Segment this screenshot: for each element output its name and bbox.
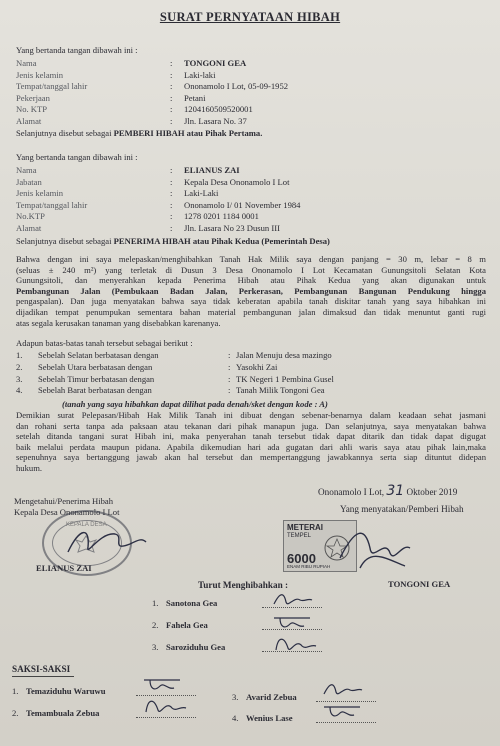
meterai-footer: ENAM RIBU RUPIAH <box>287 564 331 569</box>
turut-signature <box>270 590 320 612</box>
identity-value: TONGONI GEA <box>184 58 247 68</box>
paragraph-line: sepenuhnya saya bertanggung jawab akan hal tersebut dan mempertanggung jawabkannya serta siap dituntut didepan <box>16 452 486 463</box>
identity-value: 1278 0201 1184 0001 <box>184 211 259 221</box>
batas-colon: : <box>228 361 231 372</box>
saksi-title-underline <box>12 676 74 677</box>
identity-colon: : <box>170 81 173 91</box>
identity-colon: : <box>170 165 173 175</box>
pihak1-closing-prefix: Selanjutnya disebut sebagai <box>16 128 114 138</box>
pihak2-intro: Yang bertanda tangan dibawah ini : <box>16 152 138 162</box>
identity-label: Alamat <box>16 115 42 126</box>
paragraph-line: pengaspalan). Dan juga menyatakan bahwa saya tidak keberatan apabila tanah diskitar tanah yang saya hibahkan ini <box>16 296 486 307</box>
identity-label: Jabatan <box>16 176 42 187</box>
turut-signature <box>270 612 320 634</box>
identity-colon: : <box>170 58 173 68</box>
identity-colon: : <box>170 199 173 210</box>
pihak2-closing <box>16 236 330 246</box>
saksi-number: 3. <box>232 692 239 702</box>
date-day-handwritten: 31 <box>386 483 405 499</box>
turut-signature <box>270 634 320 656</box>
paragraph-line: dan rohani serta tanpa ada paksaan atau tekanan dari pihak manapun juga. Dan selanjutnya, saya menyatakan bahwa <box>16 420 486 431</box>
pihak1-closing <box>16 128 262 138</box>
batas-label: Sebelah Barat berbatasan dengan <box>38 385 152 396</box>
batas-label: Sebelah Utara berbatasan dengan <box>38 361 153 372</box>
identity-label: Jenis kelamin <box>16 188 64 198</box>
right-signer-name: TONGONI GEA <box>388 579 451 589</box>
paragraph-line: Demikian surat Pelepasan/Hibah Hak Milik Tanah ini dibuat dengan sebenar-benarnya dalam keadaan sehat jasmani <box>16 410 486 420</box>
left-signature <box>60 522 150 562</box>
batas-value: Yasokhi Zai <box>236 361 278 372</box>
saksi-signature <box>140 696 190 722</box>
turut-number: 3. <box>152 642 159 652</box>
date-month-year: Oktober 2019 <box>406 487 458 497</box>
right-signature-caption: Yang menyatakan/Pemberi Hibah <box>340 504 464 514</box>
place-text: Ononamolo I Lot, <box>318 487 385 497</box>
identity-value: Jln. Lasara No. 37 <box>184 115 247 126</box>
batas-colon: : <box>228 373 231 384</box>
batas-number: 1. <box>16 350 23 360</box>
batas-number: 4. <box>16 385 23 396</box>
left-signature-caption-1: Mengetahui/Penerima Hibah <box>14 496 114 506</box>
batas-label: Sebelah Timur berbatasan dengan <box>38 373 155 384</box>
batas-intro: Adapun batas-batas tanah tersebut sebagai berikut : <box>16 338 193 348</box>
identity-colon: : <box>170 176 173 187</box>
batas-colon: : <box>228 350 231 360</box>
batas-colon: : <box>228 385 231 396</box>
identity-label: Tempat/tanggal lahir <box>16 81 88 91</box>
identity-label: Nama <box>16 58 37 68</box>
paragraph-line: (seluas ± 240 m²) yang terletak di Dusun 3 Desa Ononamolo I Lot Kecamatan Gunungsitoli Selatan Kota <box>16 264 486 275</box>
identity-value: Kepala Desa Ononamolo I Lot <box>184 176 290 187</box>
identity-colon: : <box>170 211 173 221</box>
saksi-signature <box>320 701 370 727</box>
saksi-number: 4. <box>232 713 239 723</box>
paragraph-line: dijadikan tempat penumpukan sementara bahan material pembangunan jalan dimaksud dan tidak menuntut ganti rugi <box>16 307 486 317</box>
meterai-sub: TEMPEL <box>287 533 312 539</box>
saksi-name: Temambuala Zebua <box>26 708 100 718</box>
batas-note: (tanah yang saya hibahkan dapat dilihat pada denah/sket dengan kode : A) <box>62 399 328 409</box>
identity-value: Ononamolo I Lot, 05-09-1952 <box>184 81 289 91</box>
identity-colon: : <box>170 188 173 198</box>
identity-colon: : <box>170 115 173 126</box>
identity-label: Tempat/tanggal lahir <box>16 199 88 210</box>
identity-colon: : <box>170 104 173 114</box>
identity-colon: : <box>170 69 173 80</box>
paragraph-line: Gunungsitoli, dan menyerahkan kepada Penerima Hibah atau Pihak Kedua yang akan digunakan untuk <box>16 275 486 286</box>
saksi-title: SAKSI-SAKSI <box>12 664 71 674</box>
identity-label: No. KTP <box>16 104 48 114</box>
identity-value: ELIANUS ZAI <box>184 165 240 175</box>
identity-colon: : <box>170 92 173 103</box>
document-title: SURAT PERNYATAAN HIBAH <box>159 10 341 24</box>
stamp-text: KEPALA DESA <box>66 522 107 528</box>
meterai-value: 6000 <box>287 551 316 566</box>
paragraph-line: setelah ditanda tangani surat Hibah ini, maka penyerahan tanah tersebut tidak dapat ditarik dan tidak dapat digugat <box>16 431 486 442</box>
identity-label: Pekerjaan <box>16 92 50 103</box>
turut-name: Sanotona Gea <box>166 598 218 608</box>
identity-value: 1204160509520001 <box>184 104 253 114</box>
place-date <box>318 483 458 499</box>
paragraph-line: hukum. <box>16 463 43 473</box>
saksi-name: Avarid Zebua <box>246 692 297 702</box>
paragraph-line: baik melalui perdata maupun pidana. Apabila dikemudian hari ada gugatan dari ahli waris saya atau pihak lain,maka <box>16 441 486 452</box>
saksi-name: Wenius Lase <box>246 713 293 723</box>
saksi-number: 2. <box>12 708 19 718</box>
paragraph-line: Pembangunan Jalan (Pembukaan Badan Jalan, Perkerasan, Pembangunan Bangunan Pendukung hingga <box>16 285 486 296</box>
turut-number: 1. <box>152 598 159 608</box>
turut-name: Fahela Gea <box>166 620 208 630</box>
identity-label: Alamat <box>16 222 42 233</box>
batas-number: 3. <box>16 373 23 384</box>
pihak2-closing-prefix: Selanjutnya disebut sebagai <box>16 236 114 246</box>
pihak1-intro: Yang bertanda tangan dibawah ini : <box>16 45 138 55</box>
paragraph-line: atas segala kerusakan tanaman yang disebabkan karenanya. <box>16 317 221 328</box>
turut-number: 2. <box>152 620 159 630</box>
identity-label: Nama <box>16 165 37 175</box>
turut-name: Saroziduhu Gea <box>166 642 226 652</box>
meterai-label: METERAI <box>287 523 323 532</box>
pihak2-closing-role: PENERIMA HIBAH atau Pihak Kedua (Pemerintah Desa) <box>113 236 330 246</box>
identity-value: Petani <box>184 92 206 103</box>
identity-value: Jln. Lasara No 23 Dusun III <box>184 222 280 233</box>
left-signer-name: ELIANUS ZAI <box>36 563 92 573</box>
batas-value: TK Negeri 1 Pembina Gusel <box>236 373 334 384</box>
identity-value: Laki-laki <box>184 69 216 80</box>
identity-colon: : <box>170 222 173 233</box>
turut-title: Turut Menghibahkan : <box>198 580 289 590</box>
batas-value: Jalan Menuju desa mazingo <box>236 350 332 360</box>
identity-label: Jenis kelamin <box>16 69 64 80</box>
paragraph-line: Bahwa dengan ini saya melepaskan/menghibahkan Tanah Hak Milik saya dengan panjang = 30 m, lebar = 8 m <box>16 254 486 264</box>
left-signature-caption-2: Kepala Desa Ononamolo I Lot <box>14 507 120 517</box>
saksi-name: Temaziduhu Waruwu <box>26 686 106 696</box>
saksi-number: 1. <box>12 686 19 696</box>
batas-label: Sebelah Selatan berbatasan dengan <box>38 350 159 360</box>
right-signature <box>330 518 420 578</box>
batas-value: Tanah Milik Tongoni Gea <box>236 385 325 396</box>
identity-value: Ononamolo I/ 01 November 1984 <box>184 199 301 210</box>
pihak1-closing-role: PEMBERI HIBAH atau Pihak Pertama. <box>113 128 263 138</box>
batas-number: 2. <box>16 361 23 372</box>
identity-label: No.KTP <box>16 211 45 221</box>
identity-value: Laki-Laki <box>184 188 219 198</box>
